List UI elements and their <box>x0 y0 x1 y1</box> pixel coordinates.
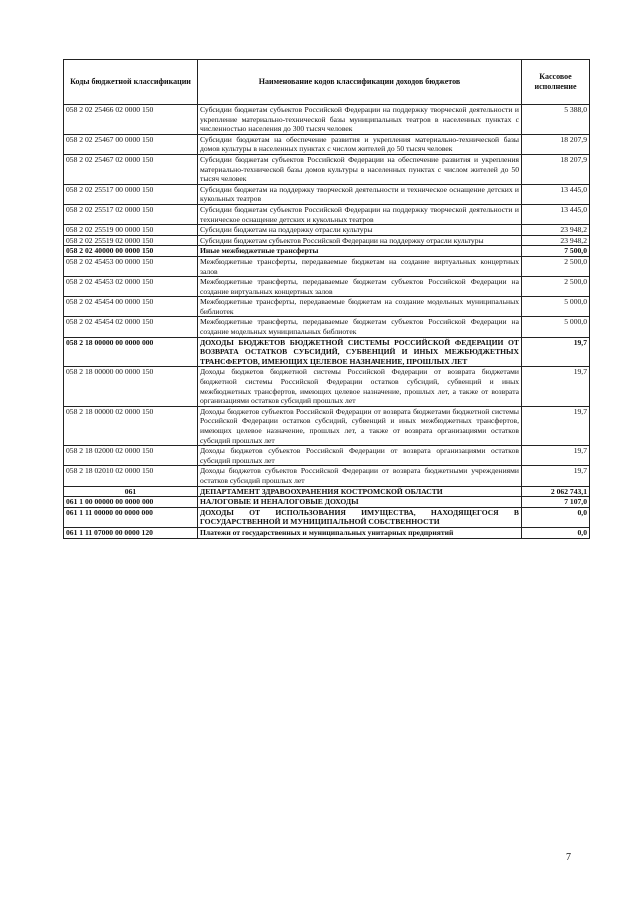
row-amount: 2 062 743,1 <box>522 486 590 497</box>
row-amount: 19,7 <box>522 406 590 445</box>
row-name: Субсидии бюджетам субъектов Российской Федерации на обеспечение развития и укрепления материально-технической базы домов культуры в населенных пунктах с числом жителей до 50 тысяч человек <box>198 154 522 184</box>
row-amount: 5 388,0 <box>522 105 590 135</box>
row-name: Межбюджетные трансферты, передаваемые бюджетам на создание модельных муниципальных библиотек <box>198 297 522 317</box>
row-amount: 19,7 <box>522 466 590 486</box>
page-number: 7 <box>566 852 571 863</box>
table-header-row <box>64 60 590 105</box>
row-amount: 2 500,0 <box>522 256 590 276</box>
row-name: Субсидии бюджетам на поддержку отрасли культуры <box>198 225 522 236</box>
row-code: 058 2 18 02000 02 0000 150 <box>64 446 198 466</box>
row-code: 061 1 00 00000 00 0000 000 <box>64 497 198 508</box>
row-code: 058 2 18 02010 02 0000 150 <box>64 466 198 486</box>
row-amount: 0,0 <box>522 527 590 538</box>
table-row <box>64 507 590 527</box>
row-name: ДЕПАРТАМЕНТ ЗДРАВООХРАНЕНИЯ КОСТРОМСКОЙ ОБЛАСТИ <box>198 486 522 497</box>
table-row <box>64 246 590 257</box>
row-amount: 0,0 <box>522 507 590 527</box>
row-code: 058 2 02 40000 00 0000 150 <box>64 246 198 257</box>
row-code: 061 1 11 07000 00 0000 120 <box>64 527 198 538</box>
row-code: 058 2 02 25517 02 0000 150 <box>64 204 198 224</box>
row-code: 058 2 18 00000 00 0000 000 <box>64 337 198 367</box>
row-code: 058 2 02 25519 02 0000 150 <box>64 235 198 246</box>
row-code: 058 2 02 45454 00 0000 150 <box>64 297 198 317</box>
row-amount: 5 000,0 <box>522 297 590 317</box>
row-amount: 5 000,0 <box>522 317 590 337</box>
table-row <box>64 527 590 538</box>
row-code: 058 2 02 45453 00 0000 150 <box>64 256 198 276</box>
table-row <box>64 256 590 276</box>
header-amount: Кассовое исполнение <box>522 60 590 105</box>
row-amount: 13 445,0 <box>522 204 590 224</box>
table-row <box>64 486 590 497</box>
row-amount: 19,7 <box>522 337 590 367</box>
header-name: Наименование кодов классификации доходов бюджетов <box>198 60 522 105</box>
row-name: ДОХОДЫ ОТ ИСПОЛЬЗОВАНИЯ ИМУЩЕСТВА, НАХОДЯЩЕГОСЯ В ГОСУДАРСТВЕННОЙ И МУНИЦИПАЛЬНОЙ СОБСТВЕННОСТИ <box>198 507 522 527</box>
table-row <box>64 337 590 367</box>
row-name: Субсидии бюджетам на обеспечение развития и укрепления материально-технической базы домов культуры в населенных пунктах с числом жителей до 50 тысяч человек <box>198 134 522 154</box>
row-name: Иные межбюджетные трансферты <box>198 246 522 257</box>
row-amount: 18 207,9 <box>522 134 590 154</box>
row-code: 058 2 02 45454 02 0000 150 <box>64 317 198 337</box>
row-name: Субсидии бюджетам на поддержку творческой деятельности и техническое оснащение детских и кукольных театров <box>198 184 522 204</box>
row-name: Субсидии бюджетам субъектов Российской Федерации на поддержку отрасли культуры <box>198 235 522 246</box>
row-code: 058 2 02 25517 00 0000 150 <box>64 184 198 204</box>
table-row <box>64 105 590 135</box>
table-row <box>64 446 590 466</box>
table-row <box>64 406 590 445</box>
row-code: 058 2 18 00000 02 0000 150 <box>64 406 198 445</box>
table-row <box>64 225 590 236</box>
table-row <box>64 297 590 317</box>
table-body <box>64 105 590 539</box>
table-row <box>64 277 590 297</box>
row-name: Межбюджетные трансферты, передаваемые бюджетам на создание виртуальных концертных залов <box>198 256 522 276</box>
header-code: Коды бюджетной классификации <box>64 60 198 105</box>
budget-revenue-table <box>63 59 590 539</box>
row-code: 058 2 18 00000 00 0000 150 <box>64 367 198 406</box>
row-amount: 19,7 <box>522 446 590 466</box>
row-amount: 7 500,0 <box>522 246 590 257</box>
row-name: Доходы бюджетов субъектов Российской Федерации от возврата бюджетными учреждениями остатков субсидий прошлых лет <box>198 466 522 486</box>
table-row <box>64 367 590 406</box>
row-name: Межбюджетные трансферты, передаваемые бюджетам субъектов Российской Федерации на создание виртуальных концертных залов <box>198 277 522 297</box>
row-code: 061 <box>64 486 198 497</box>
row-code: 061 1 11 00000 00 0000 000 <box>64 507 198 527</box>
row-name: Субсидии бюджетам субъектов Российской Федерации на поддержку творческой деятельности и техническое оснащение детских и кукольных театров <box>198 204 522 224</box>
row-code: 058 2 02 25467 02 0000 150 <box>64 154 198 184</box>
row-amount: 2 500,0 <box>522 277 590 297</box>
table-row <box>64 235 590 246</box>
table-row <box>64 204 590 224</box>
row-name: НАЛОГОВЫЕ И НЕНАЛОГОВЫЕ ДОХОДЫ <box>198 497 522 508</box>
row-amount: 23 948,2 <box>522 235 590 246</box>
row-amount: 19,7 <box>522 367 590 406</box>
table-row <box>64 497 590 508</box>
row-code: 058 2 02 25466 02 0000 150 <box>64 105 198 135</box>
row-amount: 18 207,9 <box>522 154 590 184</box>
row-code: 058 2 02 25519 00 0000 150 <box>64 225 198 236</box>
table-row <box>64 134 590 154</box>
row-name: ДОХОДЫ БЮДЖЕТОВ БЮДЖЕТНОЙ СИСТЕМЫ РОССИЙСКОЙ ФЕДЕРАЦИИ ОТ ВОЗВРАТА ОСТАТКОВ СУБСИДИЙ, СУБВЕНЦИЙ И ИНЫХ МЕЖБЮДЖЕТНЫХ ТРАНСФЕРТОВ, ИМЕЮЩИХ ЦЕЛЕВОЕ НАЗНАЧЕНИЕ, ПРОШЛЫХ ЛЕТ <box>198 337 522 367</box>
row-amount: 23 948,2 <box>522 225 590 236</box>
table-row <box>64 154 590 184</box>
row-name: Доходы бюджетов бюджетной системы Российской Федерации от возврата бюджетами бюджетной системы Российской Федерации остатков субсидий, субвенций и иных межбюджетных трансфертов, имеющих целевое назначение, прошлых лет, а также от возврата организациями остатков субсидий прошлых лет <box>198 367 522 406</box>
row-code: 058 2 02 25467 00 0000 150 <box>64 134 198 154</box>
row-amount: 7 107,0 <box>522 497 590 508</box>
row-name: Доходы бюджетов субъектов Российской Федерации от возврата бюджетами бюджетной системы Российской Федерации остатков субсидий, субвенций и иных межбюджетных трансфертов, имеющих целевое назначение, прошлых лет, а также от возврата организациями остатков субсидий прошлых лет <box>198 406 522 445</box>
row-name: Платежи от государственных и муниципальных унитарных предприятий <box>198 527 522 538</box>
table-row <box>64 317 590 337</box>
row-amount: 13 445,0 <box>522 184 590 204</box>
row-name: Доходы бюджетов субъектов Российской Федерации от возврата организациями остатков субсидий прошлых лет <box>198 446 522 466</box>
row-code: 058 2 02 45453 02 0000 150 <box>64 277 198 297</box>
table-row <box>64 466 590 486</box>
row-name: Межбюджетные трансферты, передаваемые бюджетам субъектов Российской Федерации на создание модельных муниципальных библиотек <box>198 317 522 337</box>
row-name: Субсидии бюджетам субъектов Российской Федерации на поддержку творческой деятельности и укрепление материально-технической базы муниципальных театров в населенных пунктах с численностью населения до 300 тысяч человек <box>198 105 522 135</box>
table-row <box>64 184 590 204</box>
